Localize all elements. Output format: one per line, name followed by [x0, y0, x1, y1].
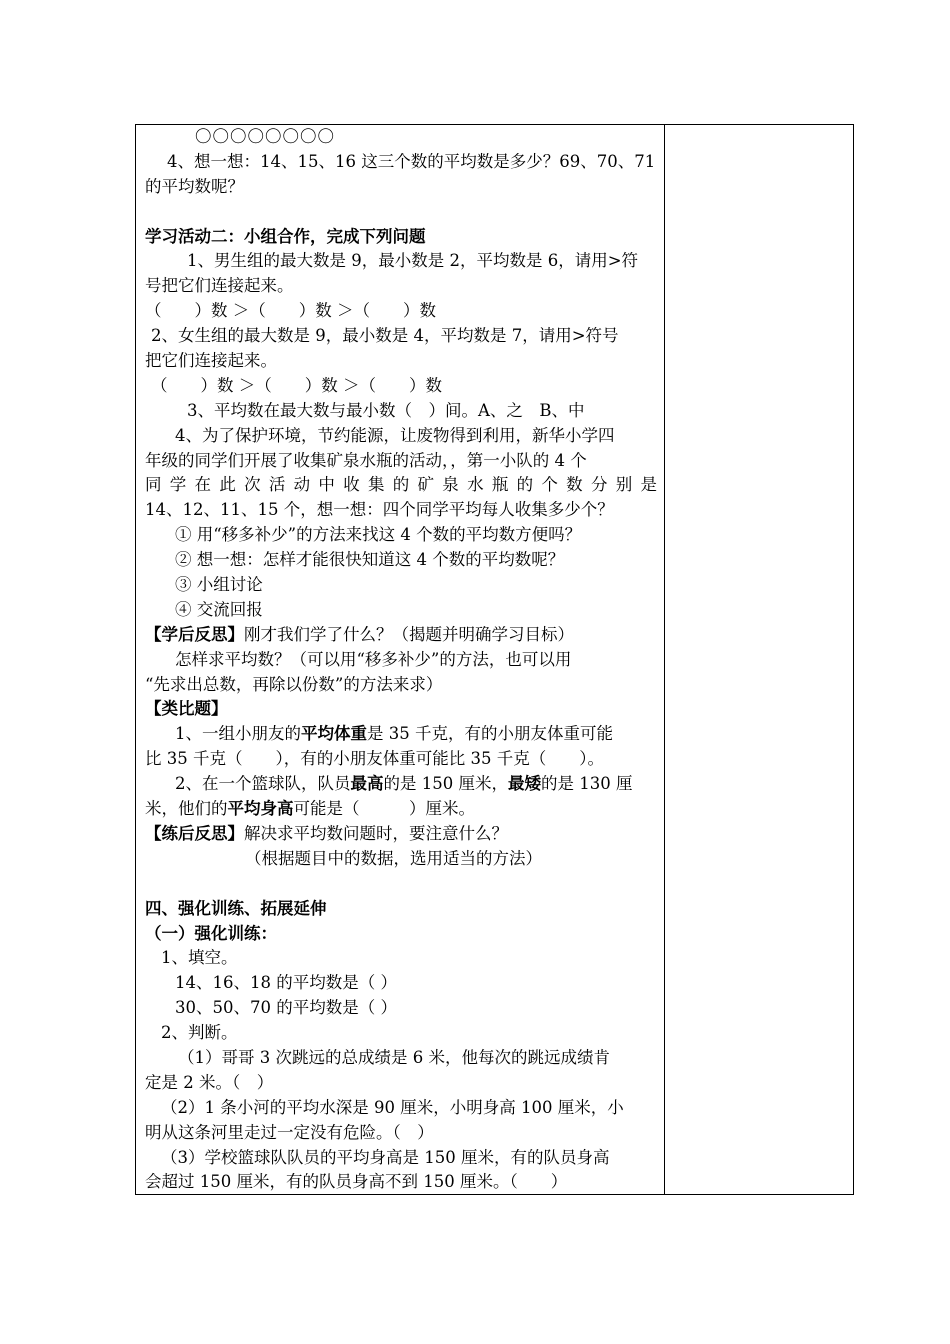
text-span: 怎样求平均数？（可以用“移多补少”的方法，也可以用 — [175, 649, 572, 669]
text-span: 2、在一个篮球队，队员 — [175, 774, 351, 794]
text-line — [145, 747, 657, 772]
text-span: 的是 150 厘米， — [383, 774, 508, 794]
text-line: 〇〇〇〇〇〇〇〇 — [195, 127, 335, 146]
text-span: 的是 130 厘 — [540, 774, 633, 794]
text-span: （2）1 条小河的平均水深是 90 厘米，小明身高 100 厘米，小 — [161, 1097, 624, 1117]
text-span: 比 35 千克（ ），有的小朋友体重可能比 35 千克（ ）。 — [145, 749, 604, 769]
text-line: 4、想一想：14、15、16 这三个数的平均数是多少？69、70、71 — [167, 151, 656, 171]
text-line — [145, 623, 657, 648]
bold-text: 最高 — [350, 774, 384, 794]
text-span: 1、一组小朋友的 — [175, 724, 301, 744]
text-line: 同 学 在 此 次 活 动 中 收 集 的 矿 泉 水 瓶 的 个 数 分 别 是 — [145, 475, 657, 495]
text-line — [145, 1071, 657, 1096]
text-line — [145, 797, 657, 822]
text-line — [145, 822, 657, 847]
main-content-column — [145, 125, 657, 1195]
text-line: ① 用“移多补少”的方法来找这 4 个数的平均数方便吗？ — [175, 525, 582, 545]
text-line: （ ）数 ＞（ ）数 ＞（ ）数 — [151, 375, 442, 395]
text-line: ③ 小组讨论 — [175, 575, 263, 595]
text-line — [145, 971, 657, 996]
text-span: 2、判断。 — [161, 1023, 238, 1043]
text-line — [145, 200, 657, 225]
bold-text: 【类比题】 — [145, 699, 228, 719]
text-line: ④ 交流回报 — [175, 599, 263, 619]
text-line — [145, 1121, 657, 1146]
text-line — [145, 1096, 657, 1121]
text-line — [145, 1021, 657, 1046]
text-line — [145, 922, 657, 947]
bold-text: 平均体重 — [301, 724, 367, 744]
text-span: 明从这条河里走过一定没有危险。（ ） — [145, 1122, 434, 1142]
text-line: 学习活动二：小组合作，完成下列问题 — [145, 226, 426, 246]
text-line — [145, 847, 657, 872]
bold-text: 【学后反思】 — [145, 624, 244, 644]
text-line: 的平均数呢？ — [145, 176, 244, 196]
text-line: 把它们连接起来。 — [145, 351, 277, 371]
text-line — [145, 1170, 657, 1195]
text-line: 2、女生组的最大数是 9，最小数是 4，平均数是 7，请用>符号 — [151, 326, 619, 346]
text-line — [145, 1046, 657, 1071]
bold-text: （一）强化训练： — [145, 923, 277, 943]
text-line — [145, 772, 657, 797]
text-line: 3、平均数在最大数与最小数（ ）间。A、之 B、中 — [187, 400, 585, 420]
text-span: 刚才我们学了什么？（揭题并明确学习目标） — [244, 624, 574, 644]
text-line — [145, 946, 657, 971]
bold-text: 四、强化训练、拓展延伸 — [145, 898, 327, 918]
text-line — [145, 648, 657, 673]
text-line: 年级的同学们开展了收集矿泉水瓶的活动，，第一小队的 4 个 — [145, 450, 587, 470]
text-line: ② 想一想：怎样才能很快知道这 4 个数的平均数呢？ — [175, 550, 565, 570]
text-span: 是 35 千克，有的小朋友体重可能 — [367, 724, 613, 744]
text-line — [145, 673, 657, 698]
text-line — [145, 722, 657, 747]
text-span: 可能是（ ）厘米。 — [293, 799, 475, 819]
text-line: 号把它们连接起来。 — [145, 276, 294, 296]
text-line — [145, 697, 657, 722]
lesson-table — [135, 124, 854, 1195]
text-span: （根据题目中的数据，选用适当的方法） — [245, 848, 542, 868]
text-line — [145, 1146, 657, 1171]
bold-text: 最矮 — [507, 774, 541, 794]
text-span: “先求出总数，再除以份数”的方法来求） — [145, 674, 443, 694]
text-line — [145, 872, 657, 897]
text-span: 30、50、70 的平均数是（ ） — [175, 998, 397, 1018]
text-line: （ ）数 ＞（ ）数 ＞（ ）数 — [145, 301, 436, 321]
text-span: （3）学校篮球队队员的平均身高是 150 厘米，有的队员身高 — [161, 1147, 610, 1167]
text-span: 14、16、18 的平均数是（ ） — [175, 973, 397, 993]
text-line — [145, 996, 657, 1021]
text-line: 4、为了保护环境，节约能源，让废物得到利用，新华小学四 — [175, 425, 615, 445]
notes-column — [665, 125, 853, 1194]
text-line: 1、男生组的最大数是 9，最小数是 2，平均数是 6，请用>符 — [187, 251, 639, 271]
text-span: 定是 2 米。（ ） — [145, 1072, 274, 1092]
text-line — [145, 897, 657, 922]
text-line: 14、12、11、15 个，想一想：四个同学平均每人收集多少个？ — [145, 500, 614, 520]
text-span: （1）哥哥 3 次跳远的总成绩是 6 米，他每次的跳远成绩肯 — [178, 1047, 610, 1067]
bold-text: 平均身高 — [227, 799, 294, 819]
text-span: 解决求平均数问题时，要注意什么？ — [244, 823, 508, 843]
text-span: 会超过 150 厘米，有的队员身高不到 150 厘米。（ ） — [145, 1172, 568, 1192]
text-span: 1、填空。 — [161, 948, 238, 968]
text-span: 米，他们的 — [145, 799, 228, 819]
bold-text: 【练后反思】 — [145, 823, 244, 843]
